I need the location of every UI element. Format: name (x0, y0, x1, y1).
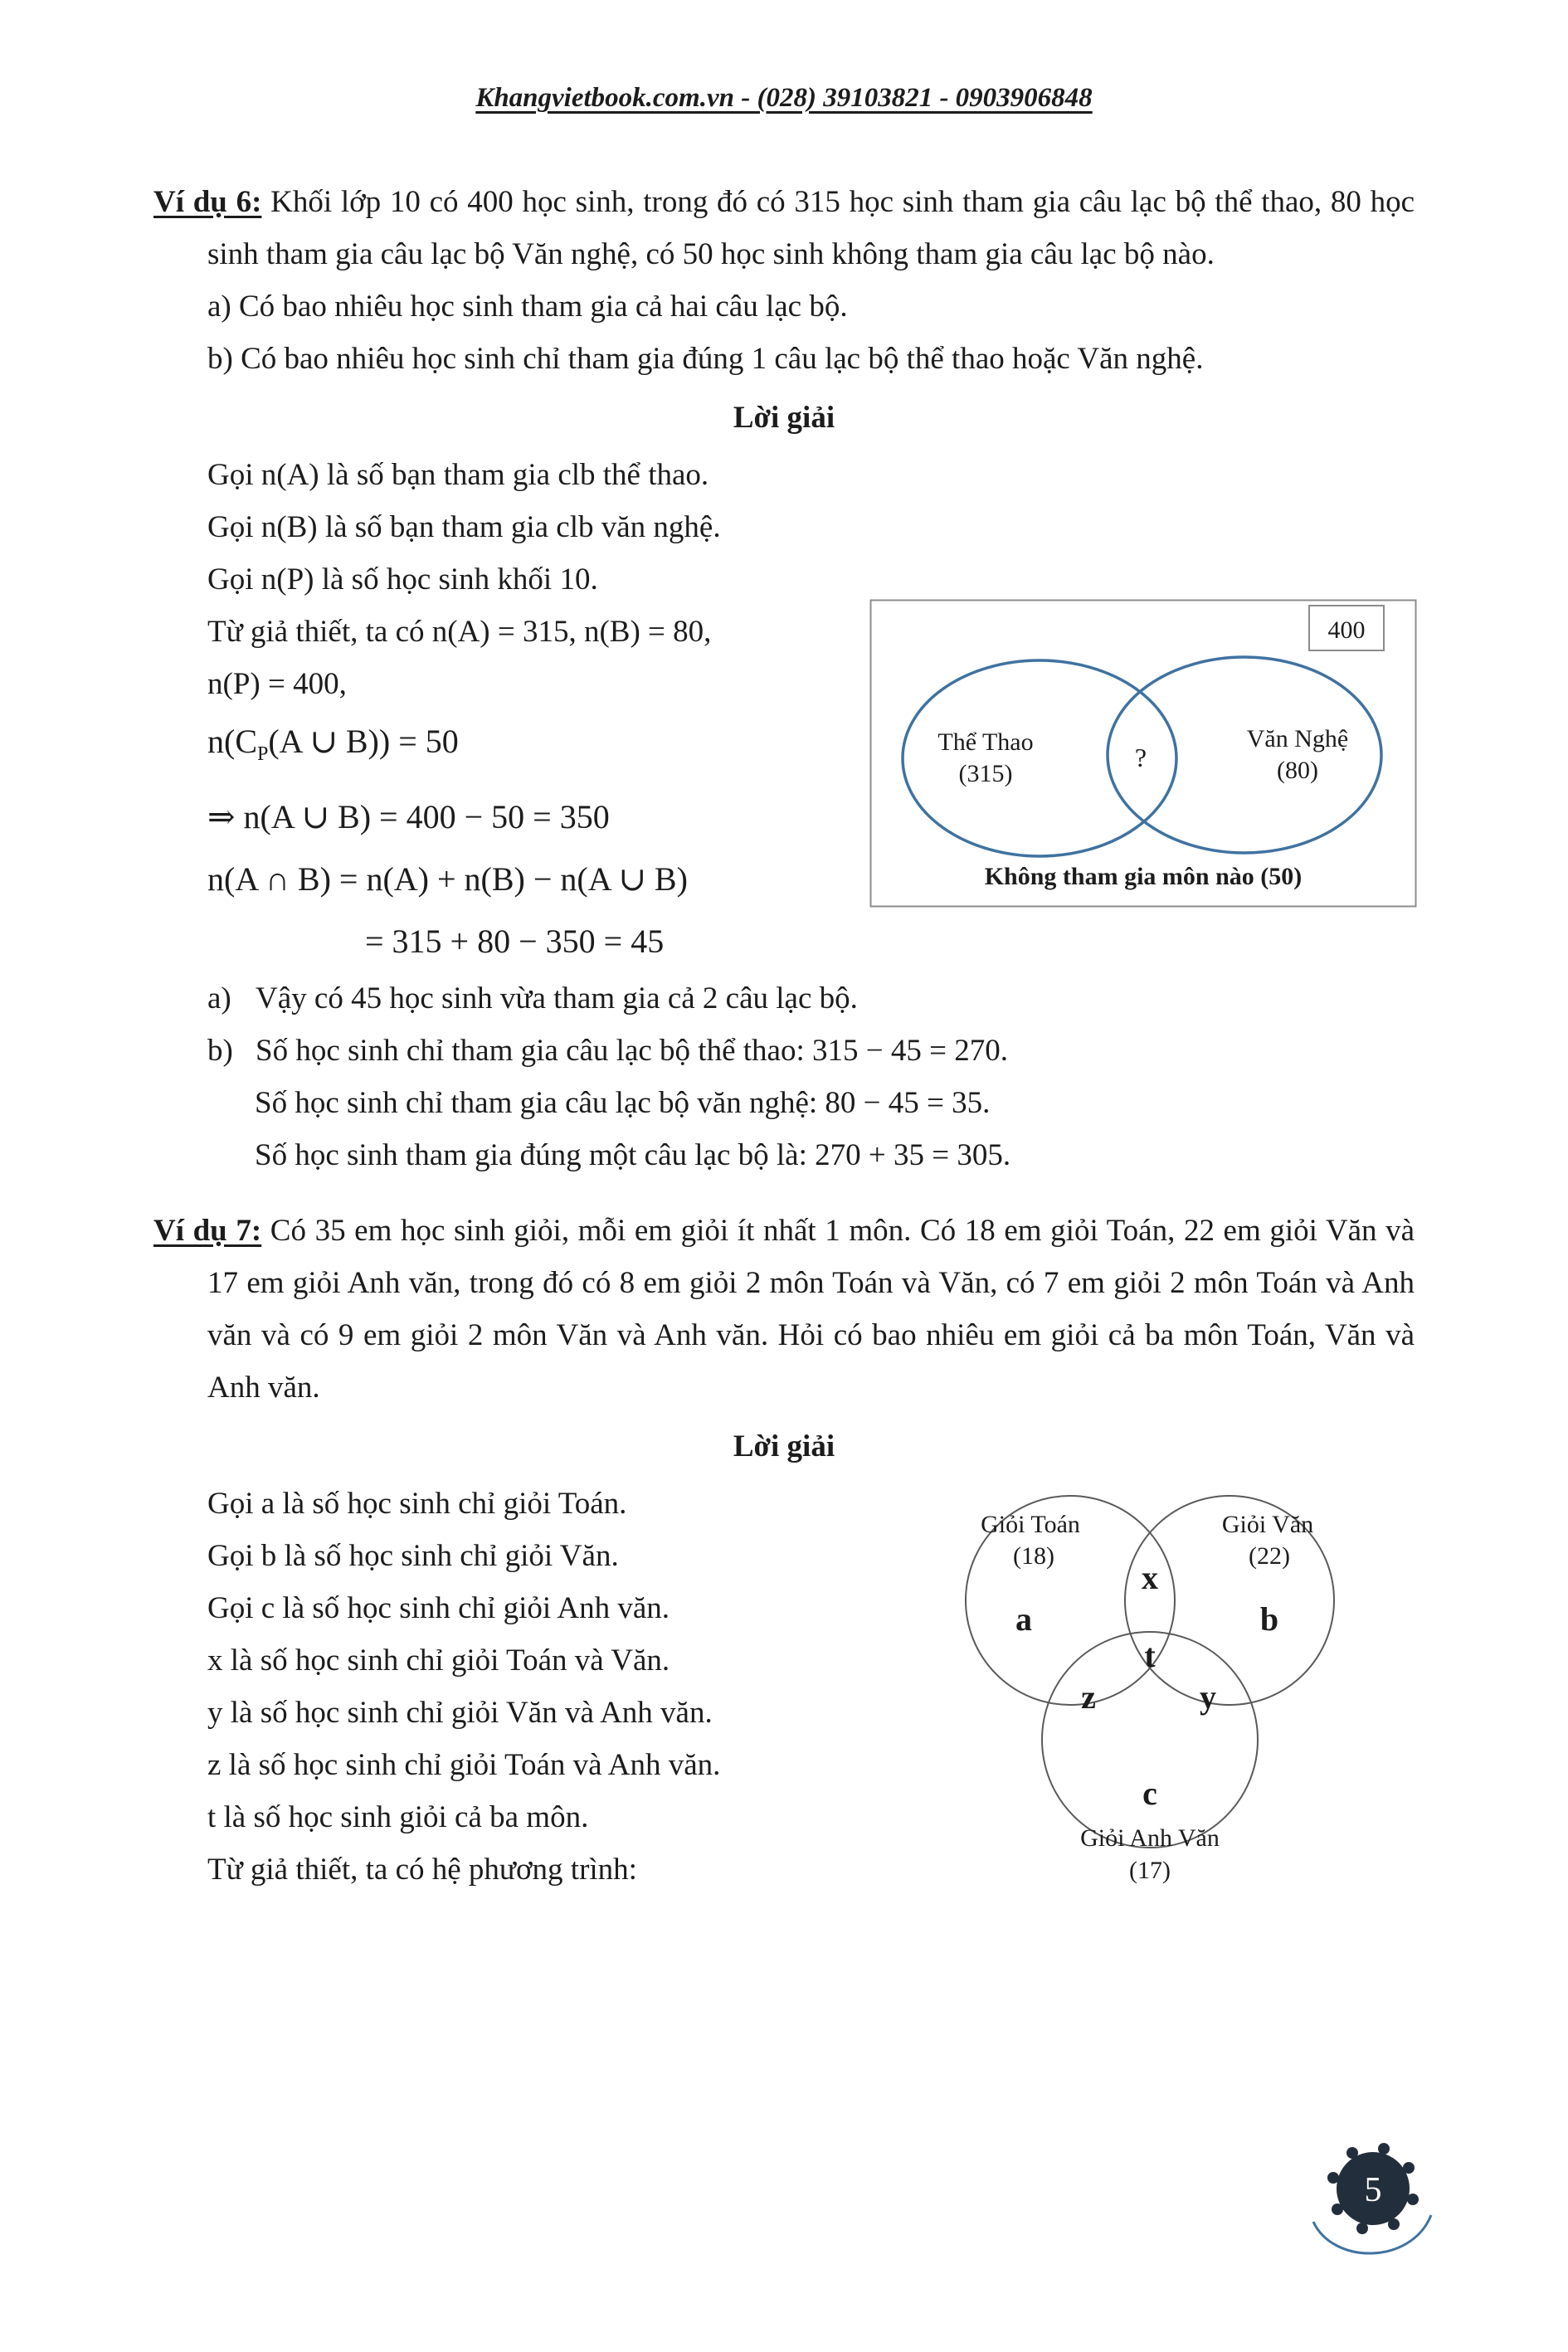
solution-line: x là số học sinh chỉ giỏi Toán và Văn. (207, 1643, 670, 1678)
answer-label: b) (207, 1034, 233, 1068)
solution-line: Gọi n(B) là số bạn tham gia clb văn nghệ. (207, 510, 721, 544)
venn-toan-value: (18) (1013, 1542, 1054, 1570)
solution-line: z là số học sinh chỉ giỏi Toán và Anh văn. (207, 1748, 721, 1782)
equation-subscript: P (257, 743, 269, 765)
venn-region-a: a (1015, 1600, 1032, 1638)
venn-right-value: (80) (1277, 757, 1318, 784)
solution-line: Gọi a là số học sinh chỉ giỏi Toán. (207, 1487, 627, 1521)
example6-answer-b2: Số học sinh chỉ tham gia câu lạc bộ văn nghệ: 80 − 45 = 35. (255, 1086, 991, 1120)
page-number: 5 (1364, 2171, 1382, 2209)
venn-diagram-subjects (937, 1466, 1377, 1922)
solution-line: Từ giả thiết, ta có hệ phương trình: (207, 1853, 637, 1887)
equation-intersection: n(A ∩ B) = n(A) + n(B) − n(A ∪ B) (207, 860, 688, 898)
venn-right-label: Văn Nghệ (1246, 725, 1349, 752)
example6-intro: Khối lớp 10 có 400 học sinh, trong đó có 315 học sinh tham gia câu lạc bộ thể thao, 80 học sinh tham gia câu lạc bộ Văn nghệ, có 50 học sinh không tham gia câu lạc bộ nào. (207, 185, 1415, 271)
solution-line: t là số học sinh giỏi cả ba môn. (207, 1800, 589, 1834)
venn-toan-label: Giỏi Toán (981, 1511, 1080, 1538)
solution-line: Gọi c là số học sinh chỉ giỏi Anh văn. (207, 1591, 670, 1625)
example6-question-a: a) Có bao nhiêu học sinh tham gia cả hai câu lạc bộ. (207, 290, 848, 324)
answer-text: Số học sinh chỉ tham gia câu lạc bộ thể thao: 315 − 45 = 270. (256, 1034, 1008, 1068)
example6-label: Ví dụ 6: (153, 185, 262, 219)
example7-label: Ví dụ 7: (153, 1214, 262, 1248)
example7-intro: Có 35 em học sinh giỏi, mỗi em giỏi ít nhất 1 môn. Có 18 em giỏi Toán, 22 em giỏi Văn và 17 em giỏi Anh văn, trong đó có 8 em giỏi 2 môn Toán và Văn, có 7 em giỏi 2 môn Toán và Anh văn và có 9 em giỏi 2 môn Văn và Anh văn. Hỏi có bao nhiêu em giỏi cả ba môn Toán, Văn và Anh văn. (207, 1214, 1415, 1405)
equation-part: (A ∪ B)) = 50 (268, 723, 459, 760)
solution-line: y là số học sinh chỉ giỏi Văn và Anh văn. (207, 1696, 713, 1730)
page-number-badge (1327, 2143, 1419, 2234)
page-footer-decoration (1298, 2124, 1448, 2302)
example7-solution-body (153, 1478, 1415, 1896)
answer-text: Vậy có 45 học sinh vừa tham gia cả 2 câu lạc bộ. (256, 981, 858, 1015)
example6-question-b: b) Có bao nhiêu học sinh chỉ tham gia đúng 1 câu lạc bộ thể thao hoặc Văn nghệ. (207, 342, 1204, 376)
example6-answer-a (153, 972, 1415, 1025)
venn-van-value: (22) (1249, 1542, 1290, 1570)
venn-left-value: (315) (958, 760, 1013, 787)
equation-part: n(C (207, 723, 257, 760)
example6-solution-title: Lời giải (733, 401, 835, 435)
venn-diagram-clubs (869, 599, 1417, 924)
venn-region-y: y (1200, 1678, 1216, 1716)
page-footer-svg (1298, 2124, 1448, 2298)
venn-total-value: 400 (1327, 616, 1366, 644)
venn-region-c: c (1142, 1775, 1157, 1812)
venn-intersection-mark: ? (1134, 743, 1147, 772)
venn-van-label: Giỏi Văn (1221, 1511, 1314, 1538)
page-header (0, 83, 1568, 114)
venn-anh-value: (17) (1129, 1857, 1171, 1884)
venn-anh-label: Giỏi Anh Văn (1080, 1824, 1220, 1852)
solution-line: Gọi n(A) là số bạn tham gia clb thể thao. (207, 458, 709, 492)
example6-paragraph (153, 176, 1415, 280)
venn-diagram-clubs-svg (869, 599, 1417, 908)
example7-paragraph (153, 1205, 1415, 1414)
example6-answer-b3: Số học sinh tham gia đúng một câu lạc bộ là: 270 + 35 = 305. (255, 1138, 1011, 1172)
solution-line: Gọi b là số học sinh chỉ giỏi Văn. (207, 1539, 619, 1573)
solution-line: Gọi n(P) là số học sinh khối 10. (207, 562, 598, 597)
venn-region-x: x (1142, 1559, 1158, 1596)
venn-region-z: z (1081, 1678, 1096, 1716)
venn-left-label: Thể Thao (937, 728, 1034, 756)
venn-region-b: b (1259, 1600, 1279, 1638)
header-title: Khangvietbook.com.vn - (028) 39103821 - 0903906848 (475, 83, 1093, 113)
venn-diagram-subjects-svg (937, 1466, 1377, 1906)
example7-solution-title: Lời giải (733, 1429, 835, 1463)
venn-circle-van-nghe (1108, 657, 1381, 853)
example6-solution-body (153, 606, 1415, 972)
page-content (153, 176, 1415, 1896)
solution-line: n(P) = 400, (207, 667, 347, 701)
venn-caption: Không tham gia môn nào (50) (984, 863, 1303, 890)
example6-answer-b (153, 1025, 1415, 1077)
venn-region-t: t (1144, 1637, 1156, 1674)
answer-label: a) (207, 981, 231, 1015)
equation-result: = 315 + 80 − 350 = 45 (365, 923, 665, 960)
solution-line: Từ giả thiết, ta có n(A) = 315, n(B) = 80, (207, 615, 712, 649)
equation-union: ⇒ n(A ∪ B) = 400 − 50 = 350 (207, 798, 610, 835)
